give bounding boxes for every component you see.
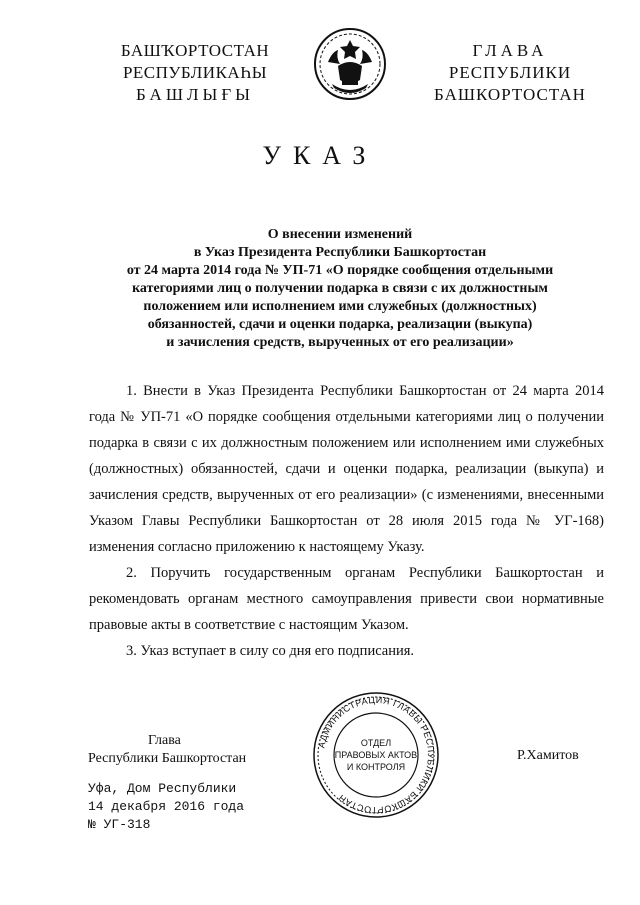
subject-line: от 24 марта 2014 года № УП-71 «О порядке сообщения отдельными	[126, 263, 554, 278]
subject-line: в Указ Президента Республики Башкортостан	[193, 245, 487, 260]
header-left-line-2: РЕСПУБЛИКАҺЫ	[122, 63, 268, 82]
paragraph-2: 2. Поручить государственным органам Республики Башкортостан и рекомендовать органам местного самоуправления привести свои нормативные правовые акты в соответствие с настоящим Указом.	[89, 565, 604, 633]
decree-subject	[100, 226, 580, 352]
place-city: Уфа, Дом Республики	[88, 781, 237, 796]
decree-number: № УГ-318	[88, 817, 151, 832]
header-right-line-3: БАШКОРТОСТАН	[434, 85, 586, 104]
header-right	[425, 40, 595, 106]
subject-line: О внесении изменений	[267, 227, 413, 242]
header-left-line-3: БАШЛЫҒЫ	[136, 85, 254, 104]
header-left-line-1: БАШҠОРТОСТАН	[120, 41, 270, 60]
paragraph-1: 1. Внести в Указ Президента Республики Башкортостан от 24 марта 2014 года № УП-71 «О порядке сообщения отдельными категориями лиц о получении подарка в связи с их должностным положением или исполнением ими служебных (должностных) обязанностей, сдачи и оценки подарка, реализации (выкупа) и зачисления средств, вырученных от его реализации» (с изменениями, внесенными Указом Главы Республики Башкортостан от 28 июля 2015 года № УГ-168) изменения согласно приложению к настоящему Указу.	[89, 383, 604, 555]
stamp-center-line-2: ПРАВОВЫХ АКТОВ	[334, 750, 418, 760]
coat-of-arms-icon	[312, 26, 388, 102]
stamp-center-line-3: И КОНТРОЛЯ	[346, 762, 406, 772]
subject-line: положением или исполнением ими служебных (должностных)	[143, 299, 537, 314]
document-title: УКАЗ	[262, 141, 378, 170]
signatory-role-line-2: Республики Башкортостан	[88, 751, 247, 766]
signatory-name: Р.Хамитов	[517, 748, 579, 763]
subject-line: обязанностей, сдачи и оценки подарка, реализации (выкупа)	[147, 317, 533, 332]
subject-line: категориями лиц о получении подарка в связи с их должностным	[132, 281, 548, 296]
header-right-line-2: РЕСПУБЛИКИ	[448, 63, 572, 82]
subject-line: и зачисления средств, вырученных от его реализации»	[166, 335, 514, 350]
stamp-center-line-1: ОТДЕЛ	[360, 738, 392, 748]
place-date: 14 декабря 2016 года	[88, 799, 245, 814]
header-left	[110, 40, 280, 106]
signatory-role	[88, 732, 288, 768]
signatory-role-line-1: Глава	[148, 733, 181, 748]
paragraph-3: 3. Указ вступает в силу со дня его подписания.	[126, 643, 415, 659]
header-right-line-1: ГЛАВА	[472, 41, 548, 60]
stamp-outer-text: АДМИНИСТРАЦИЯ ГЛАВЫ РЕСПУБЛИКИ БАШКОРТОСТАН	[316, 694, 437, 816]
official-stamp	[311, 690, 441, 820]
decree-body	[89, 378, 604, 664]
place-date-number	[88, 780, 244, 834]
